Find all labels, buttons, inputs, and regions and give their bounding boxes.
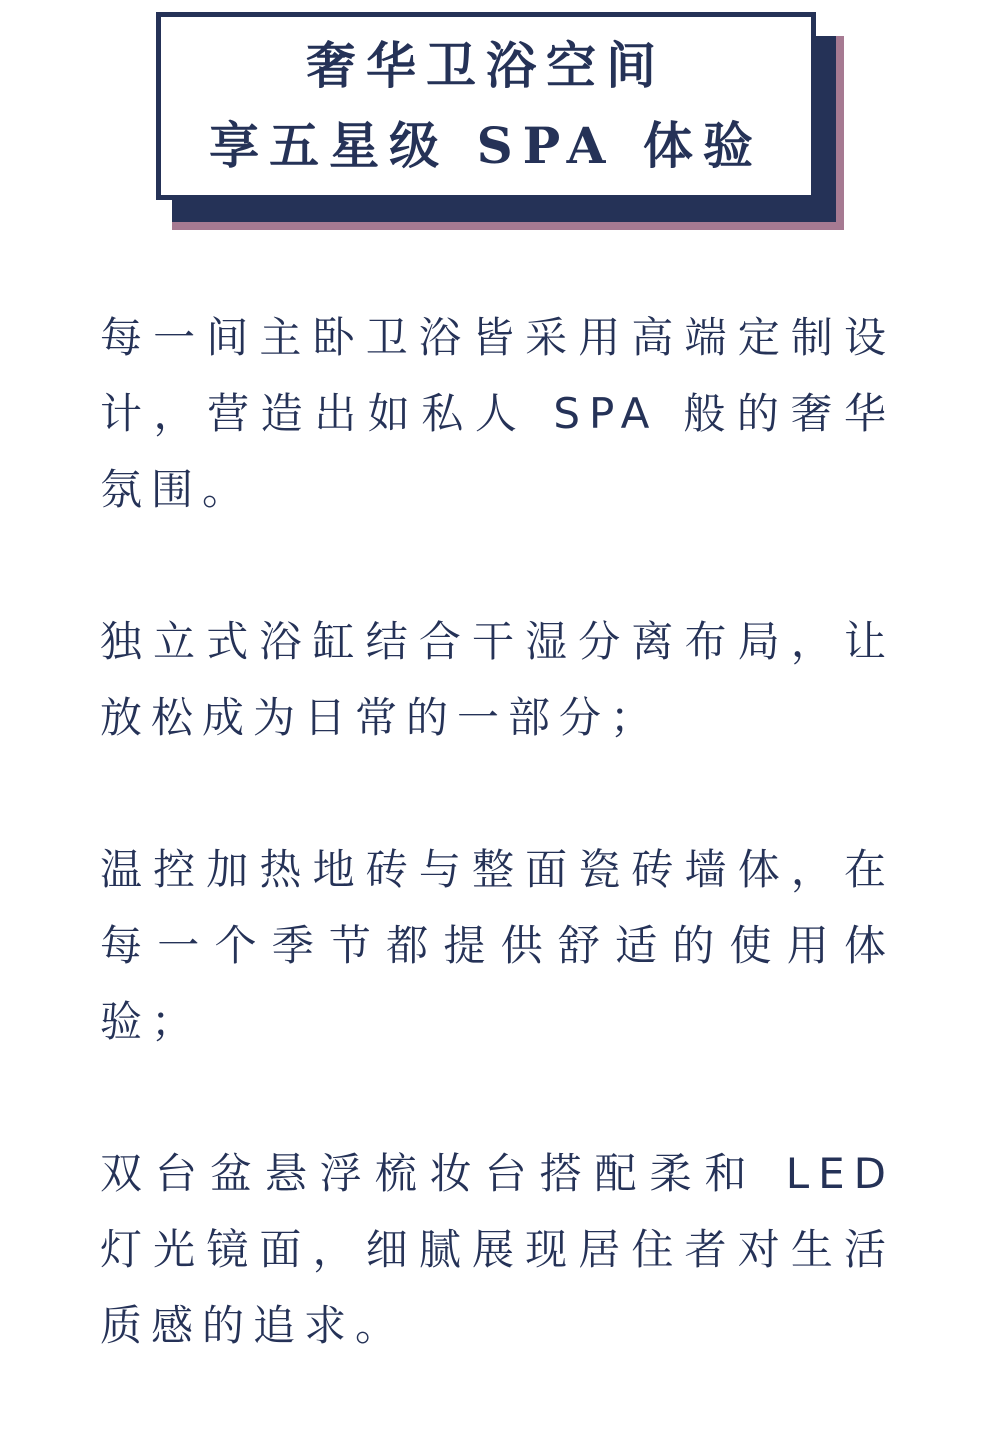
title-box [156,12,816,200]
title-line-1: 奢华卫浴空间 [306,36,666,95]
title-line-2: 享五星级 SPA 体验 [209,116,763,175]
paragraph-bathtub-layout: 独立式浴缸结合干湿分离布局，让放松成为日常的一部分； [100,617,895,742]
body-text [100,300,895,1364]
paragraph-vanity-mirror: 双台盆悬浮梳妆台搭配柔和 LED 灯光镜面，细腻展现居住者对生活质感的追求。 [100,1149,895,1350]
title-banner [156,12,846,232]
paragraph-heated-floor: 温控加热地砖与整面瓷砖墙体，在每一个季节都提供舒适的使用体验； [100,845,895,1046]
paragraph-bathroom-design: 每一间主卧卫浴皆采用高端定制设计，营造出如私人 SPA 般的奢华氛围。 [100,313,895,514]
